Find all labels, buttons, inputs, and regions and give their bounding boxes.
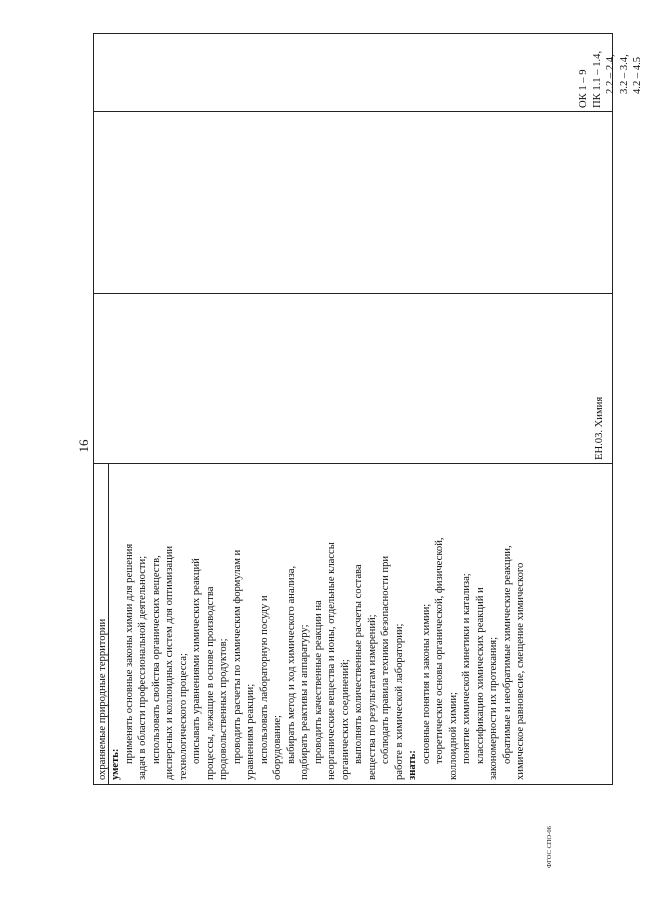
competency-codes	[577, 34, 645, 108]
code-line: 4.2 – 4.5	[632, 56, 643, 94]
rotated-table-page	[93, 33, 643, 785]
skill-line: проводить расчеты по химическим формулам и	[231, 549, 243, 764]
skill-line: описывать уравнениями химических реакций	[191, 558, 202, 764]
skill-line: дисперсных и коллоидных систем для оптимизации	[164, 545, 175, 780]
skill-line: применять основные законы химии для решения	[123, 543, 135, 764]
skill-line: органических соединений;	[339, 659, 351, 780]
knowledge-line: теоретические основы органической, физической,	[434, 537, 445, 764]
skill-line: использовать свойства органических веществ,	[150, 555, 162, 764]
code-line: 2.2 – 2.4,	[605, 54, 616, 94]
knowledge-line: основные понятия и законы химии;	[420, 603, 432, 764]
discipline-name: ЕН.03. Химия	[594, 396, 605, 460]
code-line: ОК 1 – 9	[578, 69, 589, 108]
code-line: ПК 1.1 – 1.4,	[591, 50, 603, 108]
code-line: 3.2 – 3.4,	[618, 54, 630, 94]
knowledge-heading: знать:	[407, 750, 418, 780]
skill-line: неорганические вещества и ионы, отдельные классы	[326, 542, 337, 780]
page-number: 16	[76, 439, 91, 453]
column-divider	[94, 293, 612, 294]
skill-line: выбирать метод и ход химического анализа,	[285, 565, 297, 764]
skills-heading: уметь:	[110, 748, 121, 780]
skill-line: использовать лабораторную посуду и	[258, 595, 270, 764]
knowledge-line: коллоидной химии;	[447, 692, 459, 780]
skill-line: задач в области профессиональной деятельности;	[137, 555, 148, 780]
requirements-cell	[96, 468, 528, 780]
column-divider	[94, 111, 612, 112]
footer-label: ФГОС СПО-06	[546, 826, 553, 868]
skills-list	[123, 468, 407, 780]
skill-line: технологического процесса;	[177, 653, 189, 780]
knowledge-list	[420, 468, 528, 780]
skill-line: проводить качественные реакции на	[312, 600, 324, 764]
column-divider	[94, 463, 612, 464]
skill-line: подбирать реактивы и аппаратуру;	[299, 624, 310, 780]
knowledge-line: закономерности их протекания;	[488, 636, 499, 780]
knowledge-line: понятие химической кинетики и катализа;	[461, 573, 472, 764]
skill-line: оборудование;	[272, 714, 283, 780]
skill-line: выполнять количественные расчеты состава	[353, 564, 364, 764]
knowledge-line: обратимые и необратимые химические реакции,	[501, 545, 513, 764]
skill-line: процессы, лежащие в основе производства	[204, 586, 216, 780]
skill-line: соблюдать правила техники безопасности при	[380, 555, 391, 764]
knowledge-line: классификацию химических реакций и	[474, 587, 486, 764]
skill-line: работе в химической лаборатории;	[393, 623, 405, 780]
knowledge-line: химическое равновесие, смещение химического	[515, 562, 526, 780]
standards-table	[93, 33, 643, 785]
skill-line: вещества по результатам измерений;	[366, 614, 378, 780]
skill-line: продовольственных продуктов;	[218, 638, 229, 780]
previous-row-text: охраняемые природные территории	[97, 618, 108, 780]
skill-line: уравнениям реакции;	[245, 683, 256, 780]
